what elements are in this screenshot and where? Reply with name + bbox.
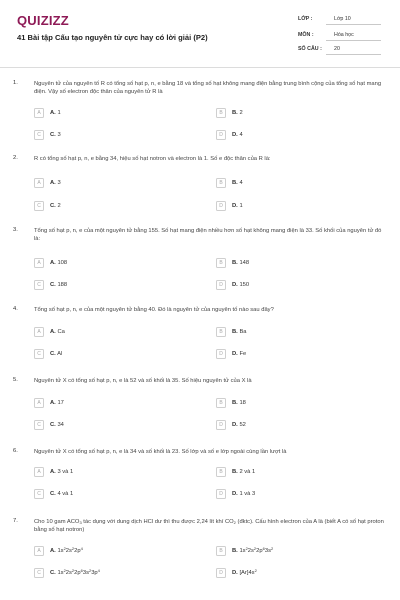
option-letter-box: B — [216, 327, 226, 337]
option-text: 18 — [239, 399, 246, 406]
grade-label: LỚP : — [298, 16, 313, 22]
question-number: 7. — [13, 518, 18, 524]
option-letter-box: D — [216, 201, 226, 211]
option-text: 1 và 3 — [239, 490, 256, 497]
option-text: $1s^22s^22p^63s^2$ — [239, 545, 274, 554]
option-letter-box: B — [216, 467, 226, 477]
question-number: 6. — [13, 448, 18, 454]
option-label: D. — [232, 350, 238, 357]
option-text: $1s^22s^22p^63s^23p^4$ — [57, 567, 100, 576]
question-text: Nguyên tử X có tổng số hạt p, n, e là 34 và số khối là 23. Số lớp và số e lớp ngoài cùng lần lượt là — [34, 449, 287, 455]
option-letter-box: A — [34, 467, 44, 477]
question-number: 5. — [13, 377, 18, 383]
option-label: A. — [50, 547, 56, 554]
option-text: $[Ar]4s^2$ — [239, 567, 257, 576]
option-label: A. — [50, 179, 56, 186]
subject-label: MÔN : — [298, 32, 314, 38]
question-count-label: SỐ CÂU : — [298, 46, 322, 52]
option-text: Ba — [239, 328, 247, 335]
option-label: D. — [232, 202, 238, 209]
subject-value: Hóa học — [334, 32, 354, 38]
question-number: 3. — [13, 227, 18, 233]
option-letter-box: D — [216, 349, 226, 359]
option-letter-box: D — [216, 568, 226, 578]
question-number: 4. — [13, 306, 18, 312]
option-label: B. — [232, 109, 238, 116]
header-divider — [0, 67, 400, 68]
option-letter-box: C — [34, 130, 44, 140]
option-letter-box: A — [34, 546, 44, 556]
question-count-value: 20 — [334, 46, 340, 52]
option-label: B. — [232, 328, 238, 335]
option-text: Fe — [239, 350, 247, 357]
option-label: C. — [50, 131, 56, 138]
option-label: C. — [50, 490, 56, 497]
option-text: 3 và 1 — [57, 468, 74, 475]
option-letter-box: C — [34, 349, 44, 359]
option-text: 2 — [57, 202, 61, 209]
question-number: 2. — [13, 155, 18, 161]
option-label: B. — [232, 179, 238, 186]
option-label: C. — [50, 569, 56, 576]
option-label: D. — [232, 421, 238, 428]
option-text: 4 — [239, 131, 243, 138]
grade-underline — [326, 24, 381, 25]
option-label: A. — [50, 109, 56, 116]
question-count-underline — [326, 54, 381, 55]
option-label: B. — [232, 259, 238, 266]
option-text: 148 — [239, 259, 250, 266]
option-label: C. — [50, 421, 56, 428]
option-label: B. — [232, 399, 238, 406]
option-letter-box: C — [34, 280, 44, 290]
option-letter-box: B — [216, 258, 226, 268]
worksheet-header — [0, 0, 400, 68]
option-label: A. — [50, 468, 56, 475]
option-label: D. — [232, 281, 238, 288]
option-label: D. — [232, 569, 238, 576]
option-letter-box: D — [216, 420, 226, 430]
option-letter-box: D — [216, 280, 226, 290]
option-letter-box: C — [34, 420, 44, 430]
grade-value: Lớp 10 — [334, 16, 351, 22]
option-letter-box: B — [216, 398, 226, 408]
option-text: 108 — [57, 259, 68, 266]
option-letter-box: A — [34, 108, 44, 118]
option-label: C. — [50, 350, 56, 357]
option-text: 2 — [239, 109, 243, 116]
option-text: 3 — [57, 131, 61, 138]
option-text: 1 — [239, 202, 243, 209]
option-letter-box: C — [34, 201, 44, 211]
option-label: A. — [50, 328, 56, 335]
option-label: C. — [50, 281, 56, 288]
question-text: Cho 10 gam $ACO_3$ tác dụng với dung dịch HCl dư thì thu được 2,24 lít khí $CO_2$ (đktc). Cấu hình electron của A là (biết A có số hạt proton bằng số hạt notron) — [34, 519, 384, 534]
question-text: R có tổng số hạt p, n, e bằng 34, hiệu số hạt notron và electron là 1. Số e độc thân của R là: — [34, 156, 271, 162]
option-letter-box: A — [34, 398, 44, 408]
option-letter-box: A — [34, 327, 44, 337]
option-letter-box: C — [34, 489, 44, 499]
option-label: B. — [232, 547, 238, 554]
option-text: 150 — [239, 281, 250, 288]
option-text: Ca — [57, 328, 65, 335]
option-letter-box: B — [216, 108, 226, 118]
option-text: 52 — [239, 421, 246, 428]
option-text: $1s^22s^22p^4$ — [57, 545, 83, 554]
subject-underline — [326, 40, 381, 41]
option-letter-box: D — [216, 489, 226, 499]
option-letter-box: B — [216, 546, 226, 556]
option-letter-box: A — [34, 178, 44, 188]
page-title: 41 Bài tập Cấu tạo nguyên tử cực hay có lời giải (P2) — [17, 33, 208, 42]
option-label: A. — [50, 399, 56, 406]
option-letter-box: C — [34, 568, 44, 578]
option-text: 1 — [57, 109, 61, 116]
option-text: Al — [57, 350, 63, 357]
option-text: 17 — [57, 399, 64, 406]
option-text: 4 và 1 — [57, 490, 74, 497]
option-text: 2 và 1 — [239, 468, 256, 475]
option-label: D. — [232, 490, 238, 497]
option-text: 34 — [57, 421, 64, 428]
option-label: A. — [50, 259, 56, 266]
question-text: Nguyên tử của nguyên tố R có tổng số hạt p, n, e bằng 18 và tổng số hạt không mang điện bằng trung bình cộng của tổng số hạt mang điện. Vậy số electron độc thân của nguyên tử R là — [34, 81, 382, 96]
question-number: 1. — [13, 80, 18, 86]
question-text: Nguyên tử X có tổng số hạt p, n, e là 52 và số khối là 35. Số hiệu nguyên tử của X là — [34, 378, 252, 384]
quizizz-logo: QUIZIZZ — [17, 13, 69, 28]
option-letter-box: B — [216, 178, 226, 188]
option-label: C. — [50, 202, 56, 209]
option-text: 4 — [239, 179, 243, 186]
option-label: B. — [232, 468, 238, 475]
option-text: 188 — [57, 281, 68, 288]
option-letter-box: D — [216, 130, 226, 140]
question-text: Tổng số hạt p, n, e của một nguyên tử bằng 40. Đó là nguyên tử của nguyên tố nào sau đây? — [34, 307, 274, 313]
option-letter-box: A — [34, 258, 44, 268]
option-text: 3 — [57, 179, 61, 186]
question-text: Tổng số hạt p, n, e của một nguyên tử bằng 155. Số hạt mang điện nhiều hơn số hạt không mang điện là 33. Số khối của nguyên tử đó là: — [34, 228, 382, 243]
option-label: D. — [232, 131, 238, 138]
